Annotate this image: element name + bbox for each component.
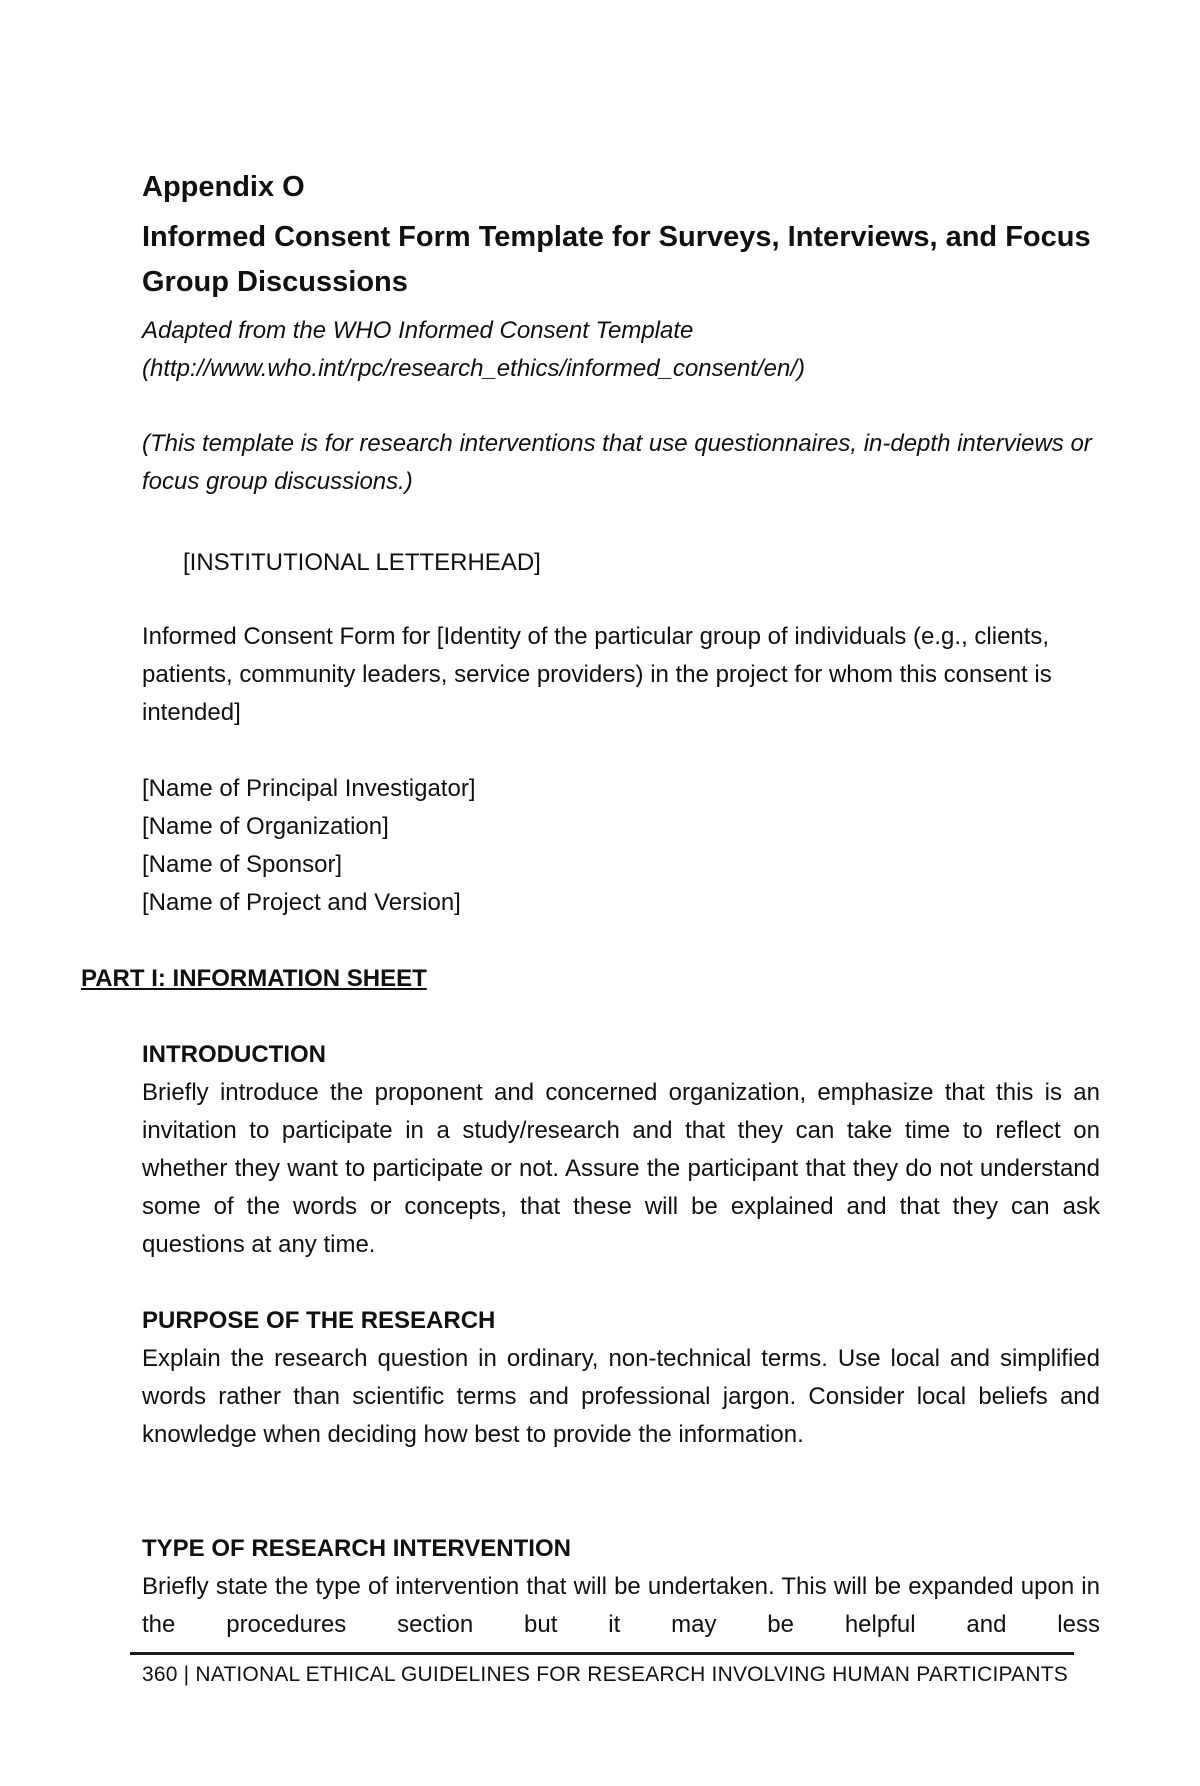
footer-divider xyxy=(130,1652,1074,1655)
source-url: (http://www.who.int/rpc/research_ethics/informed_consent/en/) xyxy=(142,355,805,382)
section-heading-introduction: INTRODUCTION xyxy=(142,1041,326,1068)
adapted-from-note xyxy=(142,312,1102,388)
section-body-intervention: Briefly state the type of intervention that will be undertaken. This will be expanded upon in the procedures section but it may be helpful and less xyxy=(142,1573,1100,1638)
institutional-letterhead-placeholder: [INSTITUTIONAL LETTERHEAD] xyxy=(183,549,541,576)
principal-investigator-placeholder: [Name of Principal Investigator] xyxy=(142,775,476,802)
template-usage-note: (This template is for research interventions that use questionnaires, in-depth interviews or focus group discussions.) xyxy=(142,430,1092,495)
adapted-from-line: Adapted from the WHO Informed Consent Template xyxy=(142,317,694,344)
section-heading-purpose: PURPOSE OF THE RESEARCH xyxy=(142,1307,496,1334)
section-body-purpose: Explain the research question in ordinary, non-technical terms. Use local and simplified words rather than scientific terms and professional jargon. Consider local beliefs and knowledge when deciding how best to provide the information. xyxy=(142,1345,1100,1448)
page-footer: 360 | NATIONAL ETHICAL GUIDELINES FOR RESEARCH INVOLVING HUMAN PARTICIPANTS xyxy=(142,1663,1068,1686)
part-heading: PART I: INFORMATION SHEET xyxy=(81,965,427,992)
names-list xyxy=(142,770,1100,922)
organization-placeholder: [Name of Organization] xyxy=(142,813,389,840)
section-heading-intervention: TYPE OF RESEARCH INTERVENTION xyxy=(142,1535,571,1562)
consent-form-target-group: Informed Consent Form for [Identity of the particular group of individuals (e.g., clients, patients, community leaders, service providers) in the project for whom this consent is intended] xyxy=(142,623,1052,726)
appendix-label: Appendix O xyxy=(142,171,305,203)
sponsor-placeholder: [Name of Sponsor] xyxy=(142,851,343,878)
project-version-placeholder: [Name of Project and Version] xyxy=(142,889,461,916)
page-title: Informed Consent Form Template for Surveys, Interviews, and Focus Group Discussions xyxy=(142,221,1091,298)
section-body-introduction: Briefly introduce the proponent and concerned organization, emphasize that this is an invitation to participate in a study/research and that they can take time to reflect on whether they want to participate or not. Assure the participant that they do not understand some of the words or concepts, that these will be explained and that they can ask questions at any time. xyxy=(142,1079,1100,1258)
